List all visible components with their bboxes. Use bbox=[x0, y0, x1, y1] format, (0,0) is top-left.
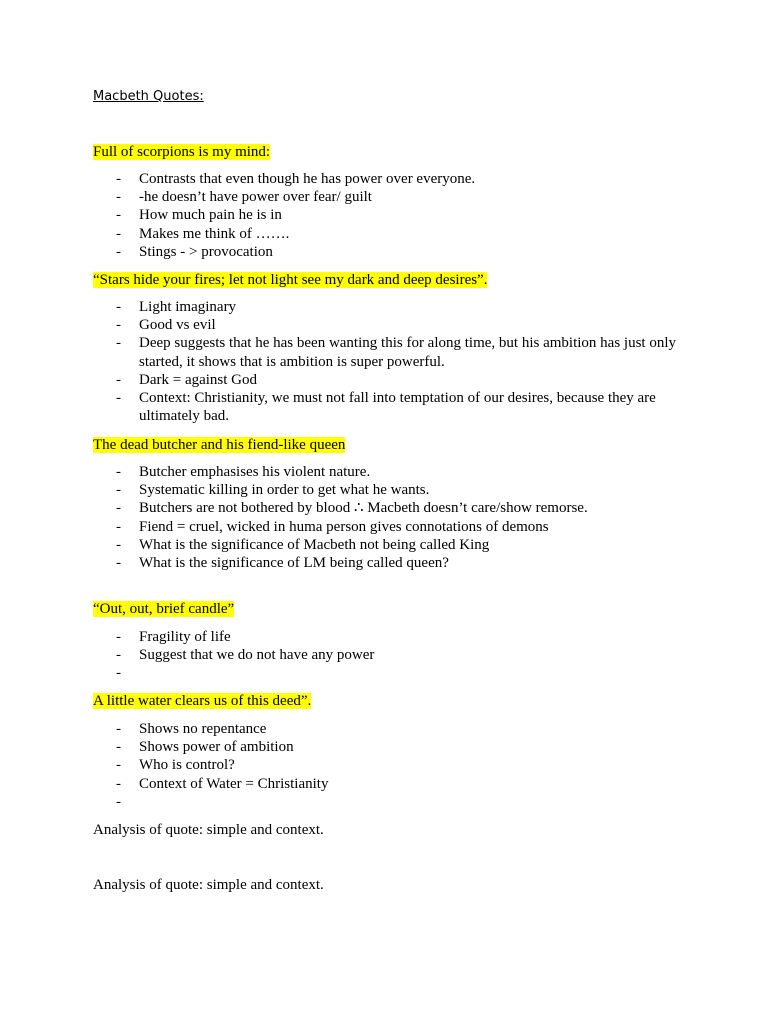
list-item: - -he doesn’t have power over fear/ guilt bbox=[116, 189, 372, 206]
bullet-dash: - bbox=[116, 299, 121, 315]
quote-heading-stars bbox=[93, 271, 487, 289]
list-item: - Good vs evil bbox=[116, 317, 216, 334]
list-item: - Context: Christianity, we must not fall into temptation of our desires, because they are ultimately bad. bbox=[116, 390, 656, 425]
list-item bbox=[93, 793, 693, 811]
list-item: - Who is control? bbox=[116, 757, 235, 774]
bullet-dash: - bbox=[116, 536, 121, 553]
list-item: - Deep suggests that he has been wanting this for along time, but his ambition has just only started, it shows that is ambition is super powerful. bbox=[116, 335, 677, 370]
bullet-dash: - bbox=[116, 647, 121, 664]
quote-highlight: “Out, out, brief candle” bbox=[93, 601, 235, 617]
bullet-dash: - bbox=[116, 739, 121, 756]
bullet-dash: - bbox=[116, 189, 121, 206]
quote-highlight: Full of scorpions is my mind: bbox=[93, 144, 271, 160]
bullet-dash: - bbox=[116, 518, 121, 535]
notes-list-water bbox=[93, 720, 693, 811]
list-item bbox=[93, 664, 693, 682]
quote-heading-water bbox=[93, 692, 311, 710]
analysis-note: Analysis of quote: simple and context. bbox=[93, 877, 324, 893]
bullet-dash: - bbox=[116, 243, 121, 260]
quote-highlight: “Stars hide your fires; let not light see my dark and deep desires”. bbox=[93, 272, 488, 288]
list-item: - Light imaginary bbox=[116, 299, 237, 315]
bullet-dash: - bbox=[116, 482, 121, 499]
bullet-dash: - bbox=[116, 665, 121, 682]
bullet-dash: - bbox=[116, 793, 121, 810]
quote-heading-butcher bbox=[93, 436, 345, 454]
bullet-dash: - bbox=[116, 464, 121, 480]
bullet-dash: - bbox=[116, 390, 121, 407]
list-item: - What is the significance of LM being called queen? bbox=[116, 555, 449, 572]
bullet-dash: - bbox=[116, 335, 121, 352]
list-item: - Fiend = cruel, wicked in huma person gives connotations of demons bbox=[116, 518, 549, 535]
list-item: - Butchers are not bothered by blood ∴ Macbeth doesn’t care/show remorse. bbox=[116, 500, 588, 517]
bullet-dash: - bbox=[116, 317, 121, 334]
bullet-dash: - bbox=[116, 721, 121, 737]
list-item: - Butcher emphasises his violent nature. bbox=[116, 464, 371, 480]
bullet-dash: - bbox=[116, 207, 121, 224]
list-item: - Context of Water = Christianity bbox=[116, 775, 329, 792]
notes-list-butcher bbox=[93, 463, 693, 572]
bullet-dash: - bbox=[116, 371, 121, 388]
quote-highlight: The dead butcher and his fiend-like queen bbox=[93, 437, 346, 453]
quote-highlight: A little water clears us of this deed”. bbox=[93, 693, 312, 709]
list-item: - Makes me think of ……. bbox=[116, 225, 290, 242]
notes-list-candle bbox=[93, 628, 693, 683]
notes-list-scorpions bbox=[93, 170, 693, 261]
quote-heading-candle bbox=[93, 600, 234, 618]
list-item: - Dark = against God bbox=[116, 371, 258, 388]
document-title: Macbeth Quotes: bbox=[93, 89, 204, 104]
list-item: - Systematic killing in order to get what he wants. bbox=[116, 482, 430, 499]
bullet-dash: - bbox=[116, 225, 121, 242]
list-item: - Shows no repentance bbox=[116, 721, 267, 737]
list-item: - Fragility of life bbox=[116, 629, 231, 645]
bullet-dash: - bbox=[116, 775, 121, 792]
list-item: - Shows power of ambition bbox=[116, 739, 294, 756]
bullet-dash: - bbox=[116, 629, 121, 645]
bullet-dash: - bbox=[116, 757, 121, 774]
list-item: - How much pain he is in bbox=[116, 207, 282, 224]
list-item: - What is the significance of Macbeth not being called King bbox=[116, 536, 490, 553]
list-item: - Suggest that we do not have any power bbox=[116, 647, 375, 664]
analysis-note: Analysis of quote: simple and context. bbox=[93, 822, 324, 838]
list-item: - Contrasts that even though he has power over everyone. bbox=[116, 171, 476, 187]
quote-heading-scorpions bbox=[93, 143, 270, 161]
bullet-dash: - bbox=[116, 555, 121, 572]
bullet-dash: - bbox=[116, 500, 121, 517]
notes-list-stars bbox=[93, 298, 693, 425]
bullet-dash: - bbox=[116, 171, 121, 187]
list-item: - Stings - > provocation bbox=[116, 243, 273, 260]
